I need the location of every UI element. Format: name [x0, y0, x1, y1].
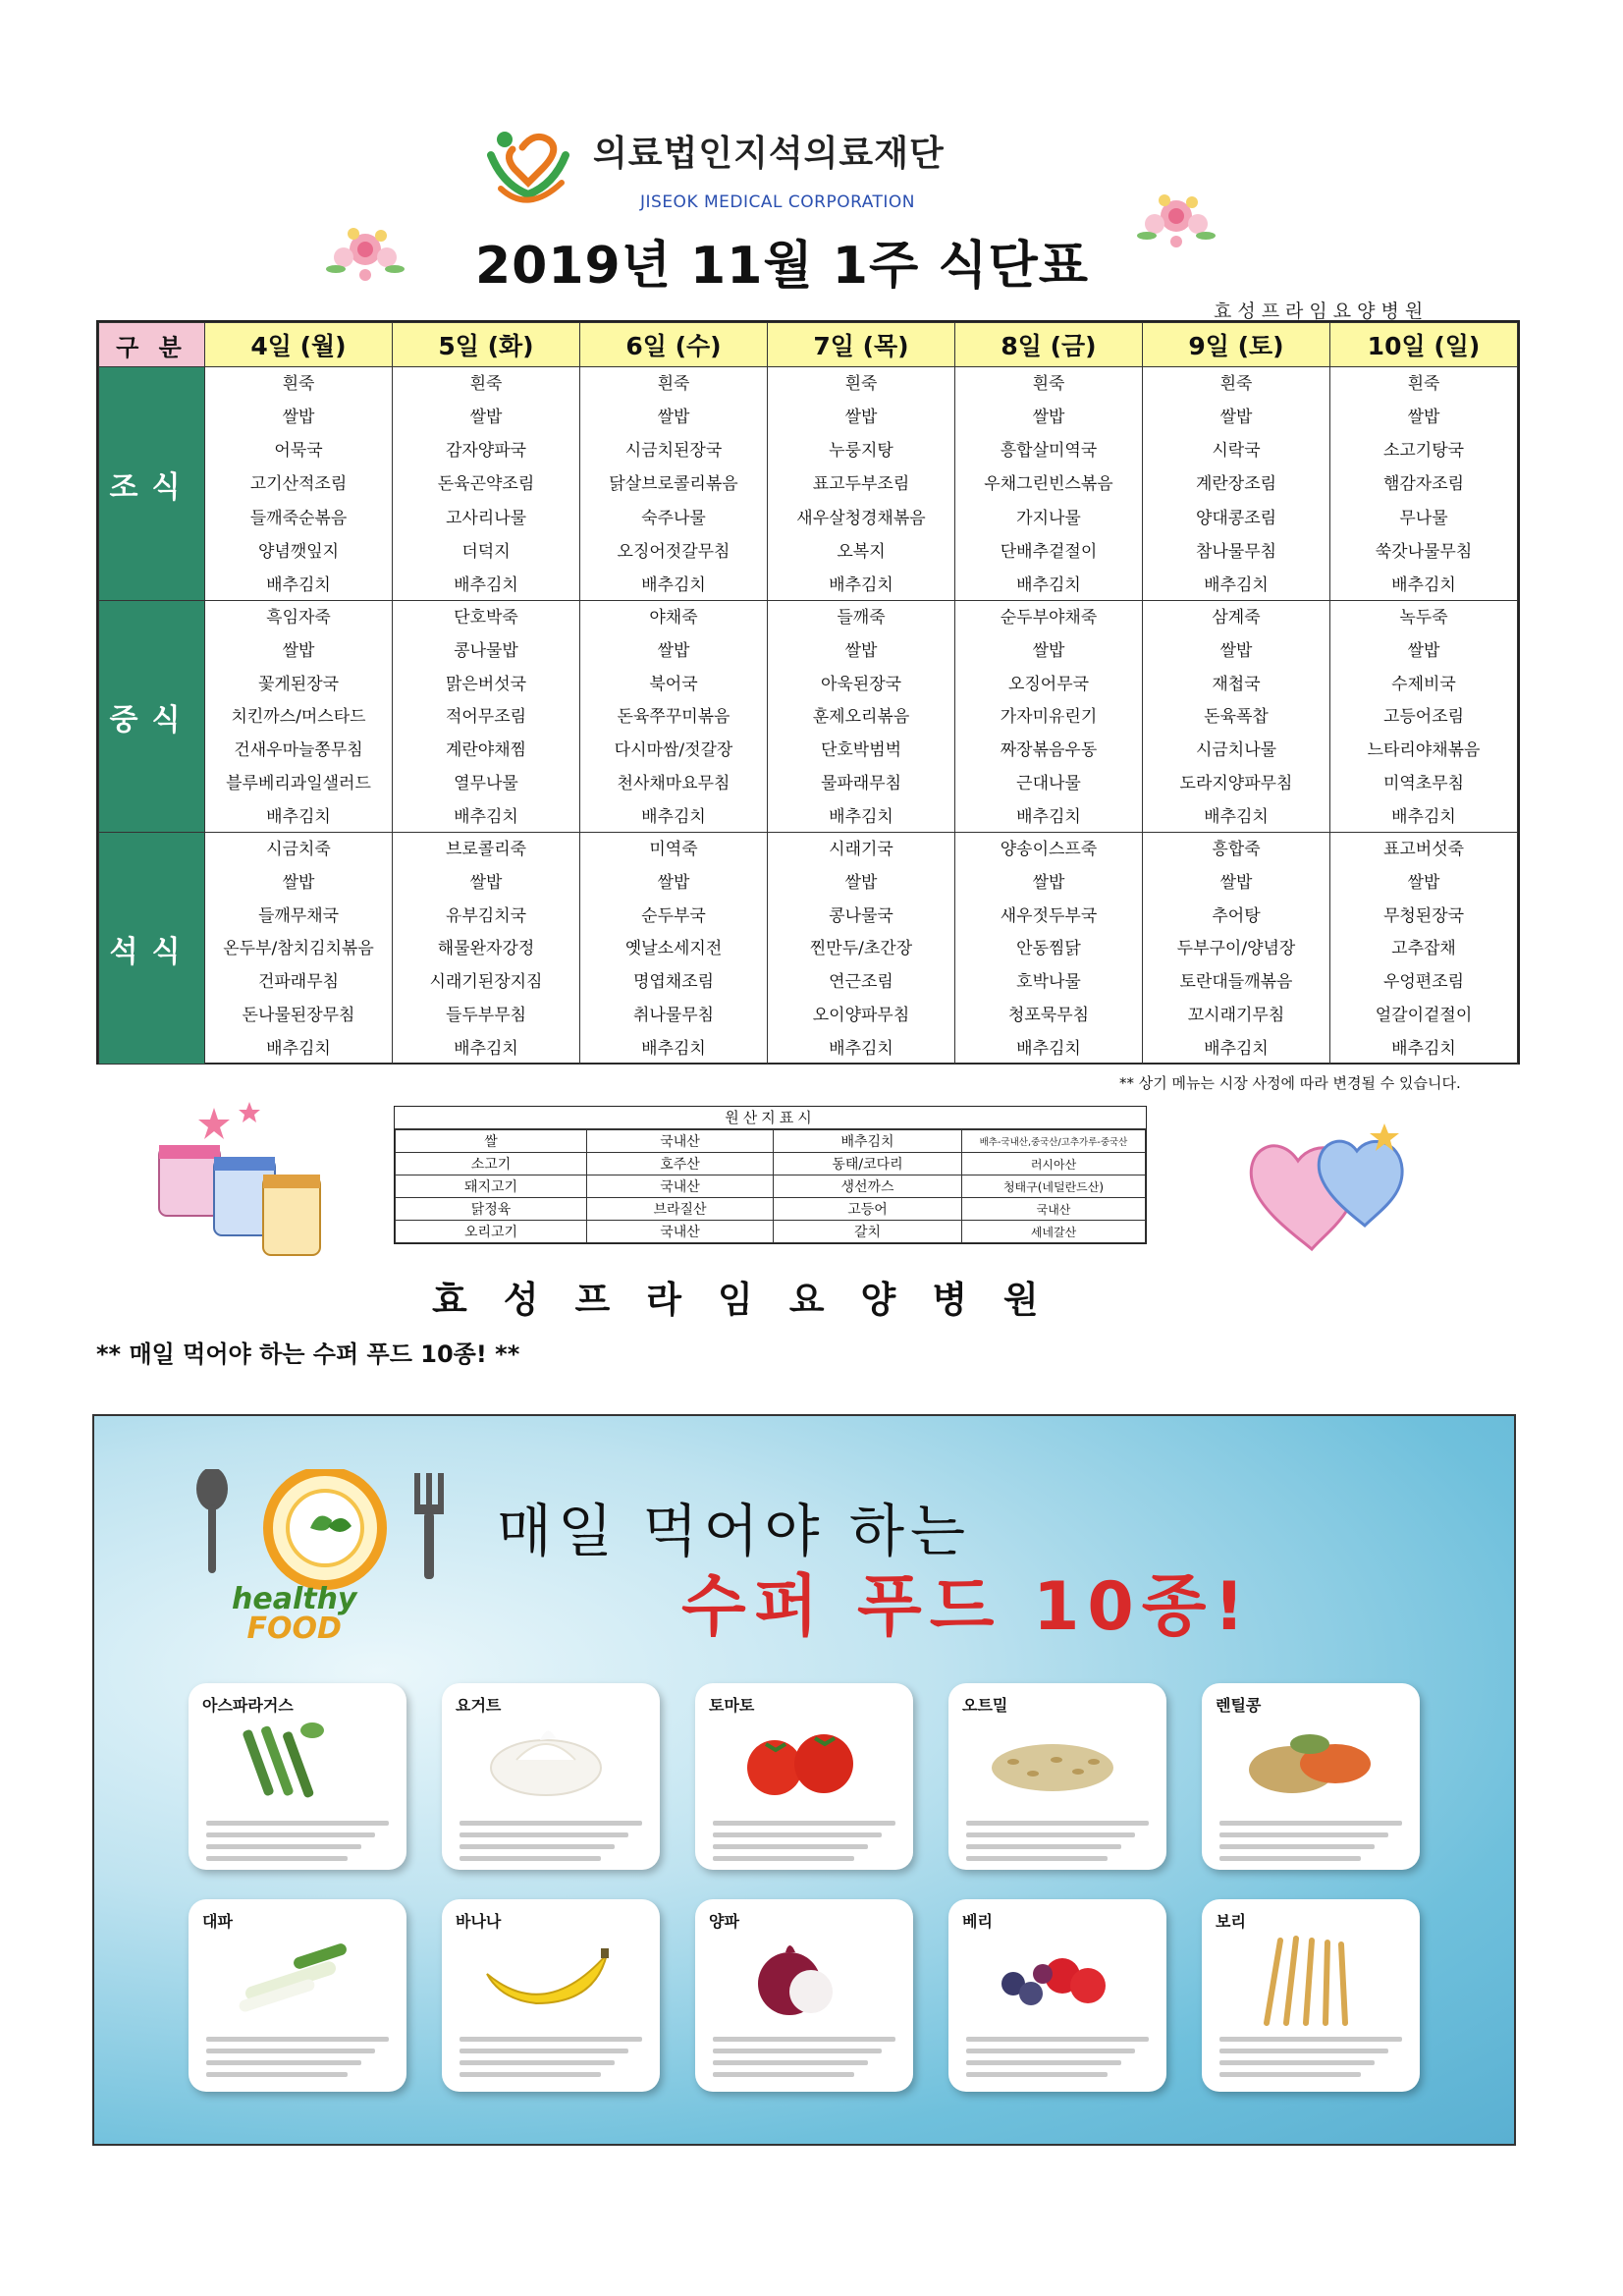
meal-label: 석식: [99, 833, 205, 1065]
superfood-card-title: 보리: [1216, 1912, 1246, 1931]
illegible-caption-line: [966, 1821, 1149, 1826]
origin-cell: 고등어: [774, 1198, 962, 1221]
illegible-caption-line: [713, 2072, 854, 2077]
day-header: 4일 (월): [205, 323, 393, 367]
menu-item: 순두부국: [641, 905, 706, 926]
superfood-card: [695, 1899, 913, 2092]
weekly-menu-table: [96, 320, 1520, 1065]
menu-item: 배추김치: [1204, 806, 1269, 827]
menu-item: 닭살브로콜리볶음: [609, 474, 738, 495]
menu-cell: [580, 601, 768, 833]
menu-item: 어묵국: [274, 441, 323, 462]
menu-cell: [1143, 601, 1330, 833]
menu-item: 흰죽: [844, 374, 878, 394]
illegible-caption-line: [206, 2037, 389, 2042]
menu-item: 쌀밥: [282, 640, 315, 661]
superfood-card-title: 아스파라거스: [202, 1696, 294, 1715]
menu-item: 배추김치: [1204, 574, 1269, 595]
superfood-card: [442, 1899, 660, 2092]
menu-cell: [393, 833, 580, 1065]
menu-cell: [205, 833, 393, 1065]
menu-item: 다시마쌈/젓갈장: [614, 740, 733, 761]
menu-item: 들깨무채국: [257, 905, 340, 926]
menu-item: 배추김치: [641, 574, 706, 595]
asparagus-image: [224, 1719, 363, 1813]
oatmeal-image: [984, 1719, 1123, 1813]
tomato-image: [730, 1719, 870, 1813]
illegible-caption-line: [460, 2060, 615, 2065]
superfood-caption: ** 매일 먹어야 하는 수퍼 푸드 10종! **: [96, 1340, 520, 1368]
meal-label: 중식: [99, 601, 205, 833]
superfood-card-title: 대파: [202, 1912, 233, 1931]
menu-item: 맑은버섯국: [445, 674, 527, 694]
menu-item: 쌀밥: [657, 640, 690, 661]
hearts-decoration-icon: [1239, 1121, 1426, 1267]
illegible-caption-line: [713, 2060, 868, 2065]
menu-item: 돈육곤약조림: [437, 474, 535, 495]
healthy-food-logo-text: [232, 1582, 357, 1646]
banana-image: [477, 1935, 617, 2029]
origin-cell: 소고기: [396, 1153, 587, 1175]
menu-item: 고사리나물: [445, 508, 527, 528]
illegible-caption-line: [206, 2060, 361, 2065]
menu-item: 고등어조림: [1382, 707, 1465, 728]
menu-cell: [580, 833, 768, 1065]
menu-item: 흰죽: [1407, 374, 1440, 394]
yogurt-image: [477, 1719, 617, 1813]
menu-item: 배추김치: [266, 1038, 331, 1059]
menu-item: 돈육폭찹: [1204, 707, 1269, 728]
menu-item: 배추김치: [266, 574, 331, 595]
illegible-caption-line: [460, 1844, 615, 1849]
menu-item: 숙주나물: [641, 508, 706, 528]
menu-item: 가자미유린기: [1000, 707, 1098, 728]
menu-item: 새우젓두부국: [1000, 905, 1098, 926]
day-header: 8일 (금): [955, 323, 1143, 367]
menu-item: 쌀밥: [1219, 408, 1253, 428]
hospital-name-label: 효성프라임요양병원: [1214, 301, 1430, 322]
menu-item: 두부구이/양념장: [1176, 939, 1296, 959]
menu-item: 북어국: [649, 674, 698, 694]
lentil-image: [1237, 1719, 1377, 1813]
menu-item: 안동찜닭: [1016, 939, 1081, 959]
superfood-card-title: 베리: [962, 1912, 993, 1931]
menu-item: 쌀밥: [844, 640, 878, 661]
illegible-caption-line: [1219, 2060, 1375, 2065]
menu-item: 오이양파무침: [812, 1006, 910, 1026]
menu-item: 배추김치: [454, 1038, 518, 1059]
illegible-caption-line: [460, 2037, 642, 2042]
origin-cell: 국내산: [587, 1130, 774, 1153]
menu-item: 배추김치: [1016, 1038, 1081, 1059]
menu-item: 녹두죽: [1399, 608, 1448, 628]
illegible-caption-line: [966, 2072, 1108, 2077]
menu-cell: [1143, 367, 1330, 601]
menu-item: 새우살청경채볶음: [796, 508, 926, 528]
menu-item: 계란장조림: [1195, 474, 1277, 495]
menu-item: 얼갈이겉절이: [1375, 1006, 1473, 1026]
menu-item: 양대콩조림: [1195, 508, 1277, 528]
origin-cell: 쌀: [396, 1130, 587, 1153]
superfood-card-title: 양파: [709, 1912, 739, 1931]
illegible-caption-line: [460, 1832, 628, 1837]
origin-cell: 국내산: [962, 1198, 1146, 1221]
day-header: 5일 (화): [393, 323, 580, 367]
menu-item: 무청된장국: [1382, 905, 1465, 926]
illegible-caption-line: [713, 2037, 895, 2042]
menu-item: 배추김치: [1016, 806, 1081, 827]
meal-label: 조식: [99, 367, 205, 601]
superfood-card: [1202, 1899, 1420, 2092]
menu-item: 도라지양파무침: [1179, 774, 1293, 794]
menu-item: 야채죽: [649, 608, 698, 628]
menu-item: 시금치죽: [266, 840, 331, 859]
illegible-caption-line: [460, 1856, 601, 1861]
menu-item: 배추김치: [454, 574, 518, 595]
menu-item: 미역초무침: [1382, 774, 1465, 794]
menu-item: 천사채마요무침: [617, 774, 730, 794]
menu-item: 흑임자죽: [266, 608, 331, 628]
flower-bouquet-icon: [316, 214, 414, 293]
menu-item: 양송이스프죽: [1000, 840, 1098, 859]
menu-item: 오복지: [837, 541, 886, 562]
menu-item: 브로콜리죽: [445, 840, 527, 859]
illegible-caption-line: [206, 1821, 389, 1826]
day-header: 10일 (일): [1330, 323, 1518, 367]
menu-item: 표고버섯죽: [1382, 840, 1465, 859]
menu-item: 누룽지탕: [829, 441, 893, 462]
origin-cell: 돼지고기: [396, 1175, 587, 1198]
menu-item: 쌀밥: [1219, 640, 1253, 661]
illegible-caption-line: [966, 1844, 1121, 1849]
origin-cell: 호주산: [587, 1153, 774, 1175]
berry-image: [984, 1935, 1123, 2029]
origin-cell: 오리고기: [396, 1221, 587, 1243]
menu-item: 배추김치: [454, 806, 518, 827]
barley-image: [1237, 1935, 1377, 2029]
menu-item: 무나물: [1399, 508, 1448, 528]
menu-item: 배추김치: [1391, 574, 1456, 595]
origin-table-title: 원산지표시: [395, 1107, 1146, 1129]
illegible-caption-line: [1219, 2049, 1388, 2053]
menu-item: 계란야채찜: [445, 740, 527, 761]
menu-item: 치킨까스/머스타드: [231, 707, 366, 728]
origin-cell: 닭정육: [396, 1198, 587, 1221]
menu-item: 적어무조림: [445, 707, 527, 728]
menu-item: 들깨죽: [837, 608, 886, 628]
menu-item: 소고기탕국: [1382, 441, 1465, 462]
menu-cell: [1330, 601, 1518, 833]
menu-cell: [768, 833, 955, 1065]
menu-item: 꼬시래기무침: [1187, 1006, 1285, 1026]
illegible-caption-line: [460, 2072, 601, 2077]
menu-item: 단배추겉절이: [1000, 541, 1098, 562]
menu-item: 고기산적조림: [249, 474, 348, 495]
illegible-caption-line: [206, 1844, 361, 1849]
superfood-card: [948, 1683, 1166, 1870]
hospital-name-large: 효성프라임요양병원: [432, 1279, 1075, 1321]
illegible-caption-line: [1219, 2072, 1361, 2077]
menu-item: 쌀밥: [1407, 640, 1440, 661]
superfood-card-title: 렌틸콩: [1216, 1696, 1262, 1715]
menu-item: 배추김치: [1204, 1038, 1269, 1059]
menu-item: 단호박범벅: [820, 740, 902, 761]
illegible-caption-line: [1219, 1821, 1402, 1826]
menu-cell: [1330, 367, 1518, 601]
menu-item: 쌀밥: [1219, 872, 1253, 893]
illegible-caption-line: [713, 1844, 868, 1849]
menu-item: 시금치된장국: [624, 441, 723, 462]
menu-item: 쌀밥: [1407, 872, 1440, 893]
superfood-card: [442, 1683, 660, 1870]
menu-item: 취나물무침: [632, 1006, 715, 1026]
menu-item: 시금치나물: [1195, 740, 1277, 761]
menu-item: 미역죽: [649, 840, 698, 859]
menu-item: 배추김치: [829, 574, 893, 595]
origin-cell: 배추김치: [774, 1130, 962, 1153]
superfood-card: [189, 1683, 406, 1870]
page-title: 2019년 11월 1주 식단표: [475, 237, 1089, 296]
menu-item: 배추김치: [1016, 574, 1081, 595]
menu-cell: [955, 833, 1143, 1065]
illegible-caption-line: [206, 1856, 348, 1861]
menu-item: 순두부야채죽: [1000, 608, 1098, 628]
illegible-caption-line: [713, 1856, 854, 1861]
menu-item: 유부김치국: [445, 905, 527, 926]
menu-cell: [768, 601, 955, 833]
menu-item: 콩나물국: [829, 905, 893, 926]
menu-item: 흥합죽: [1212, 840, 1261, 859]
menu-cell: [1143, 833, 1330, 1065]
illegible-caption-line: [460, 2049, 628, 2053]
origin-cell: 러시아산: [962, 1153, 1146, 1175]
menu-item: 해물완자강정: [437, 939, 535, 959]
menu-item: 배추김치: [641, 806, 706, 827]
menu-item: 시락국: [1212, 441, 1261, 462]
superfood-card-title: 바나나: [456, 1912, 502, 1931]
menu-item: 쑥갓나물무침: [1375, 541, 1473, 562]
origin-cell: 국내산: [587, 1175, 774, 1198]
menu-item: 근대나물: [1016, 774, 1081, 794]
poster-heading: 매일 먹어야 하는: [497, 1498, 972, 1564]
flower-bouquet-icon: [1127, 181, 1225, 259]
menu-item: 쌀밥: [282, 872, 315, 893]
origin-label-table: [394, 1106, 1147, 1244]
jars-decoration-icon: [155, 1098, 330, 1265]
day-header: 9일 (토): [1143, 323, 1330, 367]
menu-item: 감자양파국: [445, 441, 527, 462]
menu-item: 오징어젓갈무침: [617, 541, 730, 562]
menu-item: 추어탕: [1212, 905, 1261, 926]
menu-item: 우채그린빈스볶음: [984, 474, 1113, 495]
poster-subheading: 수퍼 푸드 10종!: [681, 1568, 1253, 1646]
superfood-card: [695, 1683, 913, 1870]
menu-item: 우엉편조림: [1382, 972, 1465, 993]
day-header: 6일 (수): [580, 323, 768, 367]
menu-item: 들깨죽순볶음: [249, 508, 348, 528]
menu-item: 흰죽: [657, 374, 690, 394]
menu-item: 가지나물: [1016, 508, 1081, 528]
menu-item: 옛날소세지전: [624, 939, 723, 959]
organization-name-english: JISEOK MEDICAL CORPORATION: [640, 192, 916, 212]
menu-item: 느타리야채볶음: [1367, 740, 1481, 761]
menu-item: 쌀밥: [1032, 872, 1065, 893]
superfood-card-title: 토마토: [709, 1696, 755, 1715]
menu-item: 표고두부조림: [812, 474, 910, 495]
menu-item: 쌀밥: [657, 408, 690, 428]
menu-cell: [205, 367, 393, 601]
menu-item: 쌀밥: [469, 872, 503, 893]
superfood-card: [189, 1899, 406, 2092]
menu-item: 참나물무침: [1195, 541, 1277, 562]
illegible-caption-line: [966, 2049, 1135, 2053]
menu-item: 물파래무침: [820, 774, 902, 794]
menu-item: 돈나물된장무침: [242, 1006, 355, 1026]
menu-item: 블루베리과일샐러드: [226, 774, 371, 794]
illegible-caption-line: [966, 1832, 1135, 1837]
jiseok-logo: [483, 126, 573, 206]
menu-item: 배추김치: [1391, 806, 1456, 827]
menu-item: 더덕지: [461, 541, 511, 562]
menu-item: 배추김치: [1391, 1038, 1456, 1059]
illegible-caption-line: [713, 1832, 882, 1837]
menu-item: 온두부/참치김치볶음: [223, 939, 374, 959]
menu-item: 시래기된장지짐: [429, 972, 543, 993]
menu-item: 단호박죽: [454, 608, 518, 628]
menu-item: 쌀밥: [469, 408, 503, 428]
menu-item: 짜장볶음우동: [1000, 740, 1098, 761]
menu-item: 흰죽: [1219, 374, 1253, 394]
menu-item: 배추김치: [829, 806, 893, 827]
superfood-card: [948, 1899, 1166, 2092]
superfood-card: [1202, 1683, 1420, 1870]
menu-item: 호박나물: [1016, 972, 1081, 993]
superfood-card-title: 오트밀: [962, 1696, 1008, 1715]
superfood-card-title: 요거트: [456, 1696, 502, 1715]
menu-item: 배추김치: [829, 1038, 893, 1059]
illegible-caption-line: [1219, 1832, 1388, 1837]
menu-cell: [768, 367, 955, 601]
green-onion-image: [224, 1935, 363, 2029]
illegible-caption-line: [206, 2072, 348, 2077]
menu-cell: [393, 367, 580, 601]
logo-text-food: FOOD: [246, 1612, 342, 1646]
menu-change-note: ** 상기 메뉴는 시장 사정에 따라 변경될 수 있습니다.: [1119, 1074, 1461, 1092]
illegible-caption-line: [206, 1832, 375, 1837]
illegible-caption-line: [966, 2060, 1121, 2065]
menu-item: 건파래무침: [257, 972, 340, 993]
menu-item: 쌀밥: [844, 872, 878, 893]
menu-cell: [205, 601, 393, 833]
menu-item: 토란대들깨볶음: [1179, 972, 1293, 993]
menu-item: 흰죽: [469, 374, 503, 394]
menu-cell: [1330, 833, 1518, 1065]
menu-item: 쌀밥: [844, 408, 878, 428]
menu-item: 찐만두/초간장: [809, 939, 913, 959]
menu-item: 삼계죽: [1212, 608, 1261, 628]
origin-cell: 동태/코다리: [774, 1153, 962, 1175]
origin-cell: 국내산: [587, 1221, 774, 1243]
menu-item: 들두부무침: [445, 1006, 527, 1026]
day-header: 7일 (목): [768, 323, 955, 367]
origin-cell: 세네갈산: [962, 1221, 1146, 1243]
logo-text-healthy: healthy: [232, 1582, 357, 1616]
menu-item: 흰죽: [282, 374, 315, 394]
illegible-caption-line: [460, 1821, 642, 1826]
menu-item: 쌀밥: [657, 872, 690, 893]
menu-item: 배추김치: [641, 1038, 706, 1059]
illegible-caption-line: [966, 2037, 1149, 2042]
menu-cell: [955, 367, 1143, 601]
menu-item: 돈육쭈꾸미볶음: [617, 707, 730, 728]
onion-image: [730, 1935, 870, 2029]
menu-item: 꽃게된장국: [257, 674, 340, 694]
table-corner-label: 구 분: [99, 323, 205, 367]
menu-cell: [393, 601, 580, 833]
illegible-caption-line: [1219, 1844, 1375, 1849]
menu-item: 열무나물: [454, 774, 518, 794]
menu-item: 고추잡채: [1391, 939, 1456, 959]
illegible-caption-line: [713, 1821, 895, 1826]
menu-item: 햄감자조림: [1382, 474, 1465, 495]
origin-cell: 생선까스: [774, 1175, 962, 1198]
menu-item: 배추김치: [266, 806, 331, 827]
menu-item: 쌀밥: [1032, 408, 1065, 428]
menu-cell: [580, 367, 768, 601]
menu-item: 건새우마늘쫑무침: [234, 740, 363, 761]
menu-item: 수제비국: [1391, 674, 1456, 694]
menu-item: 재첩국: [1212, 674, 1261, 694]
origin-cell: 브라질산: [587, 1198, 774, 1221]
origin-cell: 청태구(네덜란드산): [962, 1175, 1146, 1198]
menu-item: 오징어무국: [1007, 674, 1090, 694]
menu-cell: [955, 601, 1143, 833]
illegible-caption-line: [1219, 2037, 1402, 2042]
menu-item: 쌀밥: [1407, 408, 1440, 428]
menu-item: 흰죽: [1032, 374, 1065, 394]
origin-cell: 갈치: [774, 1221, 962, 1243]
menu-item: 콩나물밥: [454, 640, 518, 661]
illegible-caption-line: [206, 2049, 375, 2053]
menu-item: 시래기국: [829, 840, 893, 859]
menu-item: 쌀밥: [1032, 640, 1065, 661]
superfood-poster: [92, 1414, 1516, 2146]
illegible-caption-line: [966, 1856, 1108, 1861]
menu-item: 흥합살미역국: [1000, 441, 1098, 462]
menu-item: 명엽채조림: [632, 972, 715, 993]
menu-item: 아욱된장국: [820, 674, 902, 694]
illegible-caption-line: [713, 2049, 882, 2053]
origin-cell: 배추-국내산,중국산/고추가루-중국산: [962, 1130, 1146, 1153]
menu-item: 양념깻잎지: [257, 541, 340, 562]
illegible-caption-line: [1219, 1856, 1361, 1861]
menu-item: 훈제오리볶음: [812, 707, 910, 728]
menu-item: 쌀밥: [282, 408, 315, 428]
organization-name: 의료법인지석의료재단: [593, 134, 945, 174]
menu-item: 연근조림: [829, 972, 893, 993]
menu-item: 청포묵무침: [1007, 1006, 1090, 1026]
